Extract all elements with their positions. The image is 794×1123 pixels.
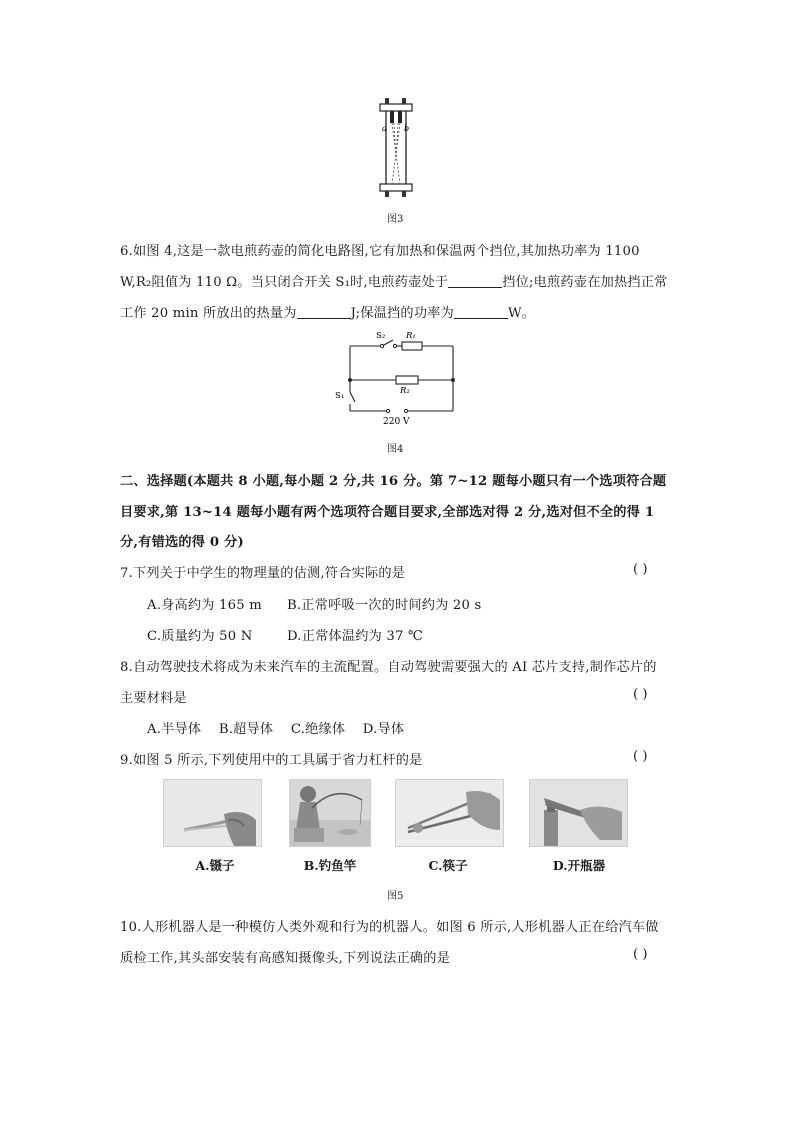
q7-option-a: A.身高约为 165 m <box>147 598 262 613</box>
q9-answer-paren[interactable]: ( ) <box>633 749 648 764</box>
q6-line-2-a: W,R₂阻值为 110 Ω。当只闭合开关 S₁时,电煎药壶处于 <box>120 275 449 290</box>
fishing-rod-icon <box>290 780 370 846</box>
q7-option-d: D.正常体温约为 37 ℃ <box>287 629 423 644</box>
figure-3 <box>376 98 416 203</box>
q10-stem-1: 10.人形机器人是一种模仿人类外观和行为的机器人。如图 6 所示,人形机器人正在给汽车做 <box>120 920 659 935</box>
q7-option-c: C.质量约为 50 N <box>147 629 253 644</box>
answer-blank-2[interactable] <box>297 306 351 319</box>
caption-fishing-rod: B.钓鱼竿 <box>303 858 357 873</box>
resistor-r1-label: R₁ <box>406 331 416 341</box>
section-2-line-1: 二、选择题(本题共 8 小题,每小题 2 分,共 16 分。第 7~12 题每小题只有一个选项符合题 <box>120 474 667 489</box>
caption-tweezers: A.镊子 <box>195 858 235 873</box>
figure-4-caption: 图4 <box>387 444 404 455</box>
section-2-line-2: 目要求,第 13~14 题每小题有两个选项符合题目要求,全部选对得 2 分,选对但不全的得 1 <box>120 505 655 520</box>
figure-3-caption: 图3 <box>387 214 404 225</box>
q7-answer-paren[interactable]: ( ) <box>633 562 648 577</box>
label-a: a <box>382 124 387 133</box>
circuit-diagram <box>330 326 465 428</box>
q6-line-1: 6.如图 4,这是一款电煎药壶的简化电路图,它有加热和保温两个挡位,其加热功率为 1100 <box>120 244 640 259</box>
switch-s2-label: S₂ <box>376 331 386 341</box>
q6-line-2-b: 挡位;电煎药壶在加热挡正常 <box>502 275 668 290</box>
q6-line-2 <box>120 271 668 290</box>
photo-fishing-rod <box>289 779 371 847</box>
q6-line-3-c: W。 <box>507 306 536 321</box>
q6-line-3-b: J;保温挡的功率为 <box>350 306 454 321</box>
photo-bottle-opener <box>529 779 628 847</box>
q6-line-3-a: 工作 20 min 所放出的热量为 <box>120 306 297 321</box>
resistor-r2-label: R₂ <box>400 386 410 396</box>
q7-option-b: B.正常呼吸一次的时间约为 20 s <box>287 598 482 613</box>
q9-stem: 9.如图 5 所示,下列使用中的工具属于省力杠杆的是 <box>120 753 423 768</box>
label-b: b <box>404 124 410 133</box>
photo-chopsticks <box>395 779 504 847</box>
voltage-label: 220 V <box>383 417 410 427</box>
q10-answer-paren[interactable]: ( ) <box>633 947 648 962</box>
caption-bottle-opener: D.开瓶器 <box>552 858 606 873</box>
tweezers-icon <box>164 780 261 846</box>
chopsticks-icon <box>396 780 503 846</box>
caption-chopsticks: C.筷子 <box>428 858 468 873</box>
answer-blank-1[interactable] <box>448 275 502 288</box>
figure-4-circuit <box>330 326 465 428</box>
switch-s1-label: S₁ <box>335 391 345 401</box>
q6-line-3 <box>120 302 535 321</box>
section-2-line-3: 分,有错选的得 0 分) <box>120 535 244 550</box>
q7-stem: 7.下列关于中学生的物理量的估测,符合实际的是 <box>120 566 406 581</box>
figure-5-caption: 图5 <box>387 891 404 902</box>
q8-options: A.半导体 B.超导体 C.绝缘体 D.导体 <box>147 722 405 737</box>
q8-stem-2: 主要材料是 <box>120 691 187 706</box>
bottle-opener-icon <box>530 780 627 846</box>
answer-blank-3[interactable] <box>454 306 508 319</box>
photo-tweezers <box>163 779 262 847</box>
q10-stem-2: 质检工作,其头部安装有高感知摄像头,下列说法正确的是 <box>120 951 451 966</box>
q8-answer-paren[interactable]: ( ) <box>633 687 648 702</box>
figure-3-diagram <box>376 98 416 203</box>
q8-stem-1: 8.自动驾驶技术将成为未来汽车的主流配置。自动驾驶需要强大的 AI 芯片支持,制作芯片的 <box>120 660 657 675</box>
